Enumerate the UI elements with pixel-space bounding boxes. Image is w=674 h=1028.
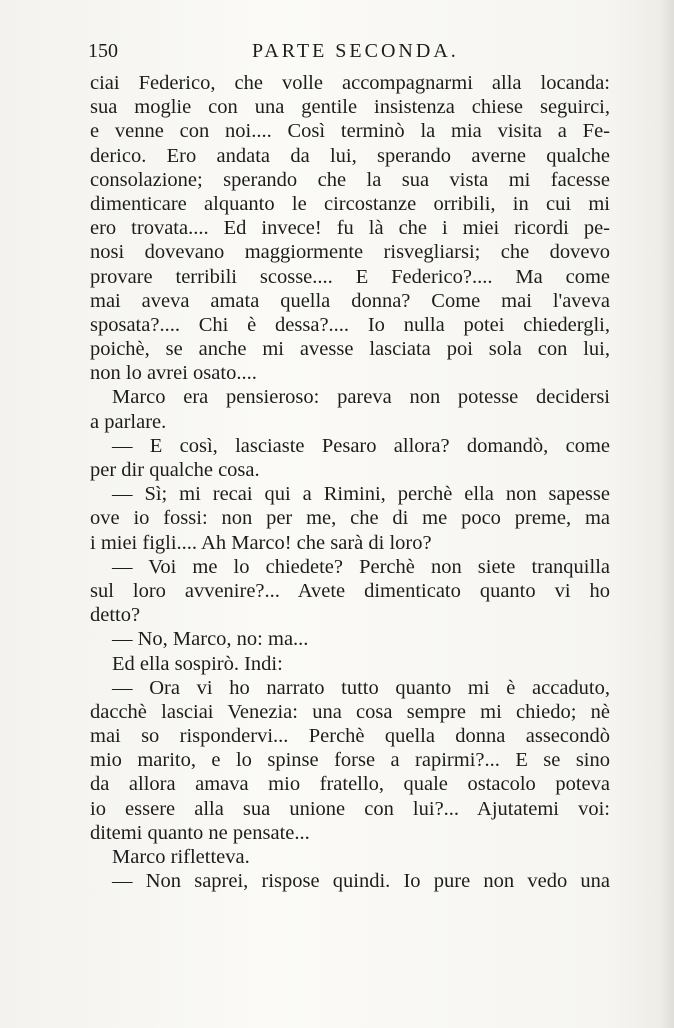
text-line: Marco era pensieroso: pareva non potesse decidersi [112,386,610,409]
text-line: mio marito, e lo spinse forse a rapirmi?... E se sino [90,749,610,772]
text-line: e venne con noi.... Così terminò la mia visita a Fe- [90,120,610,143]
text-line: Ed ella sospirò. Indi: [112,652,283,675]
text-line: da allora amava mio fratello, quale ostacolo poteva [90,773,610,796]
text-line: consolazione; sperando che la sua vista mi facesse [90,168,610,191]
page-header [88,40,608,70]
text-line: ciai Federico, che volle accompagnarmi alla locanda: [90,72,610,94]
text-line: i miei figli.... Ah Marco! che sarà di loro? [90,531,432,554]
text-line: non lo avrei osato.... [90,362,257,385]
page-number: 150 [88,40,118,62]
text-line: — No, Marco, no: ma... [112,628,309,651]
text-line: derico. Ero andata da lui, sperando averne qualche [90,144,610,167]
text-line: — E così, lasciaste Pesaro allora? domandò, come [112,434,610,457]
text-line: dacchè lasciai Venezia: una cosa sempre mi chiedo; nè [90,700,610,723]
text-line: ero trovata.... Ed invece! fu là che i miei ricordi pe- [90,217,610,240]
text-line: ove io fossi: non per me, che di me poco preme, ma [90,507,610,530]
running-title: PARTE SECONDA. [252,40,459,62]
text-line: — Sì; mi recai qui a Rimini, perchè ella non sapesse [112,483,610,506]
text-line: nosi dovevano maggiormente risvegliarsi; che dovevo [90,241,610,264]
text-line: — Voi me lo chiedete? Perchè non siete tranquilla [112,555,610,578]
text-line: detto? [90,604,141,627]
text-line: sul loro avvenire?... Avete dimenticato quanto vi ho [90,579,610,602]
text-line: provare terribili scosse.... E Federico?.... Ma come [90,265,610,288]
text-line: — Non saprei, rispose quindi. Io pure non vedo una [112,870,610,893]
page-edge-shadow [660,0,674,1028]
body-text [90,71,610,893]
text-line: mai aveva amata quella donna? Come mai l'aveva [90,289,610,312]
text-line: io essere alla sua unione con lui?... Ajutatemi voi: [90,797,610,820]
text-line: a parlare. [90,410,167,433]
text-line: dimenticare alquanto le circostanze orribili, in cui mi [90,192,610,215]
text-line: ditemi quanto ne pensate... [90,821,310,844]
text-line: — Ora vi ho narrato tutto quanto mi è accaduto, [112,676,610,699]
text-line: Marco rifletteva. [112,846,250,868]
text-line: poichè, se anche mi avesse lasciata poi sola con lui, [90,338,610,361]
text-line: per dir qualche cosa. [90,459,260,481]
text-line: mai so rispondervi... Perchè quella donna assecondò [90,725,610,748]
text-line: sua moglie con una gentile insistenza chiese seguirci, [90,96,610,119]
text-line: sposata?.... Chi è dessa?.... Io nulla potei chiedergli, [90,313,610,336]
